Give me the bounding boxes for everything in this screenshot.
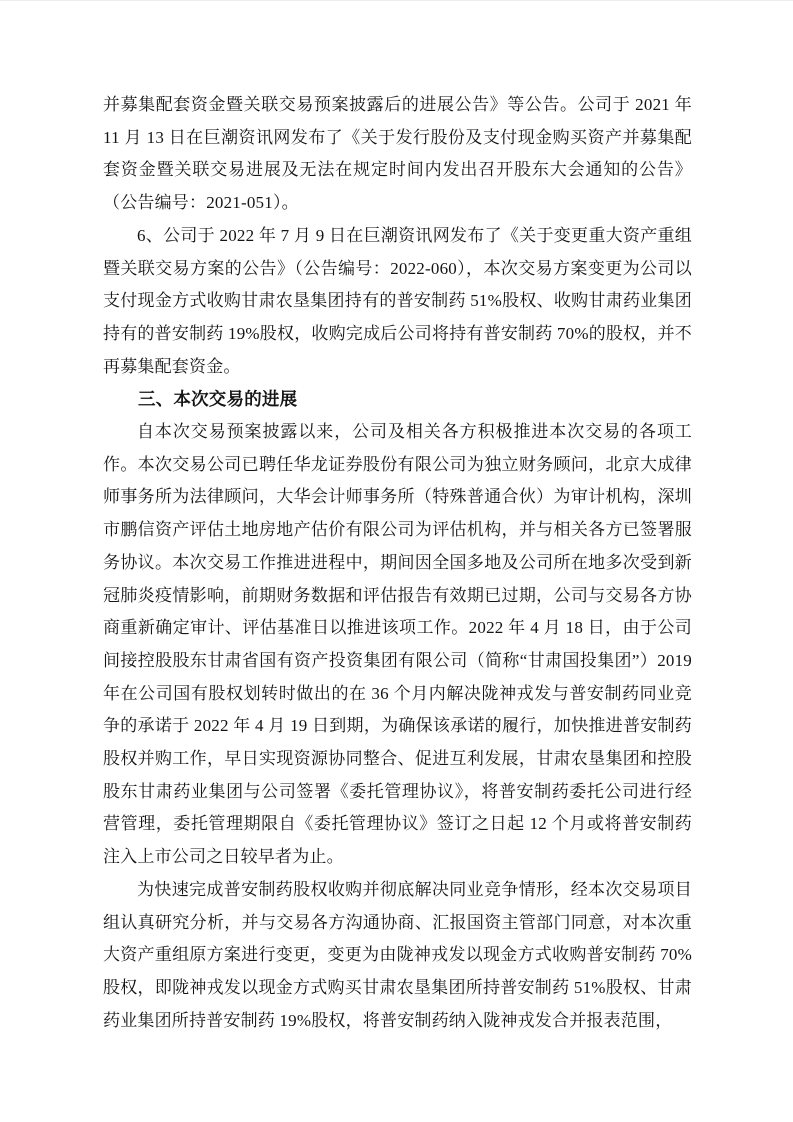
paragraph-continuation: 并募集配套资金暨关联交易预案披露后的进展公告》等公告。公司于 2021 年 11 月 13 日在巨潮资讯网发布了《关于发行股份及支付现金购买资产并募集配套资金暨关联交易进展及无法在规定时间内发出召开股东大会通知的公告》（公告编号：2021-051）。 bbox=[103, 95, 692, 213]
paragraph-transaction-progress: 自本次交易预案披露以来，公司及相关各方积极推进本次交易的各项工作。本次交易公司已聘任华龙证券股份有限公司为独立财务顾问，北京大成律师事务所为法律顾问，大华会计师事务所（特殊普通合伙）为审计机构，深圳市鹏信资产评估土地房地产估价有限公司为评估机构，并与相关各方已签署服务协议。本次交易工作推进进程中，期间因全国多地及公司所在地多次受到新冠肺炎疫情影响，前期财务数据和评估报告有效期已过期，公司与交易各方协商重新确定审计、评估基准日以推进该项工作。2022 年 4 月 18 日，由于公司间接控股股东甘肃省国有资产投资集团有限公司（简称“甘肃国投集团”）2019 年在公司国有股权划转时做出的在 36 个月内解决陇神戎发与普安制药同业竞争的承诺于 2022 年 4 月 19 日到期，为确保该承诺的履行，加快推进普安制药股权并购工作，早日实现资源协同整合、促进互利发展，甘肃农垦集团和控股股东甘肃药业集团与公司签署《委托管理协议》，将普安制药委托公司进行经营管理，委托管理期限自《委托管理协议》签订之日起 12 个月或将普安制药注入上市公司之日较早者为止。 bbox=[103, 422, 692, 867]
paragraph-item6: 6、公司于 2022 年 7 月 9 日在巨潮资讯网发布了《关于变更重大资产重组暨关联交易方案的公告》（公告编号：2022-060），本次交易方案变更为公司以支付现金方式收购甘肃农垦集团持有的普安制药 51%股权、收购甘肃药业集团持有的普安制药 19%股权，收购完成后公司将持有普安制药 70%的股权，并不再募集配套资金。 bbox=[103, 225, 692, 376]
section-heading: 三、本次交易的进展 bbox=[138, 389, 298, 410]
paragraph-plan-change: 为快速完成普安制药股权收购并彻底解决同业竞争情形，经本次交易项目组认真研究分析，并与交易各方沟通协商、汇报国资主管部门同意，对本次重大资产重组原方案进行变更，变更为由陇神戎发以现金方式收购普安制药 70%股权，即陇神戎发以现金方式购买甘肃农垦集团所持普安制药 51%股权、甘肃药业集团所持普安制药 19%股权，将普安制药纳入陇神戎发合并报表范围， bbox=[103, 879, 692, 1030]
